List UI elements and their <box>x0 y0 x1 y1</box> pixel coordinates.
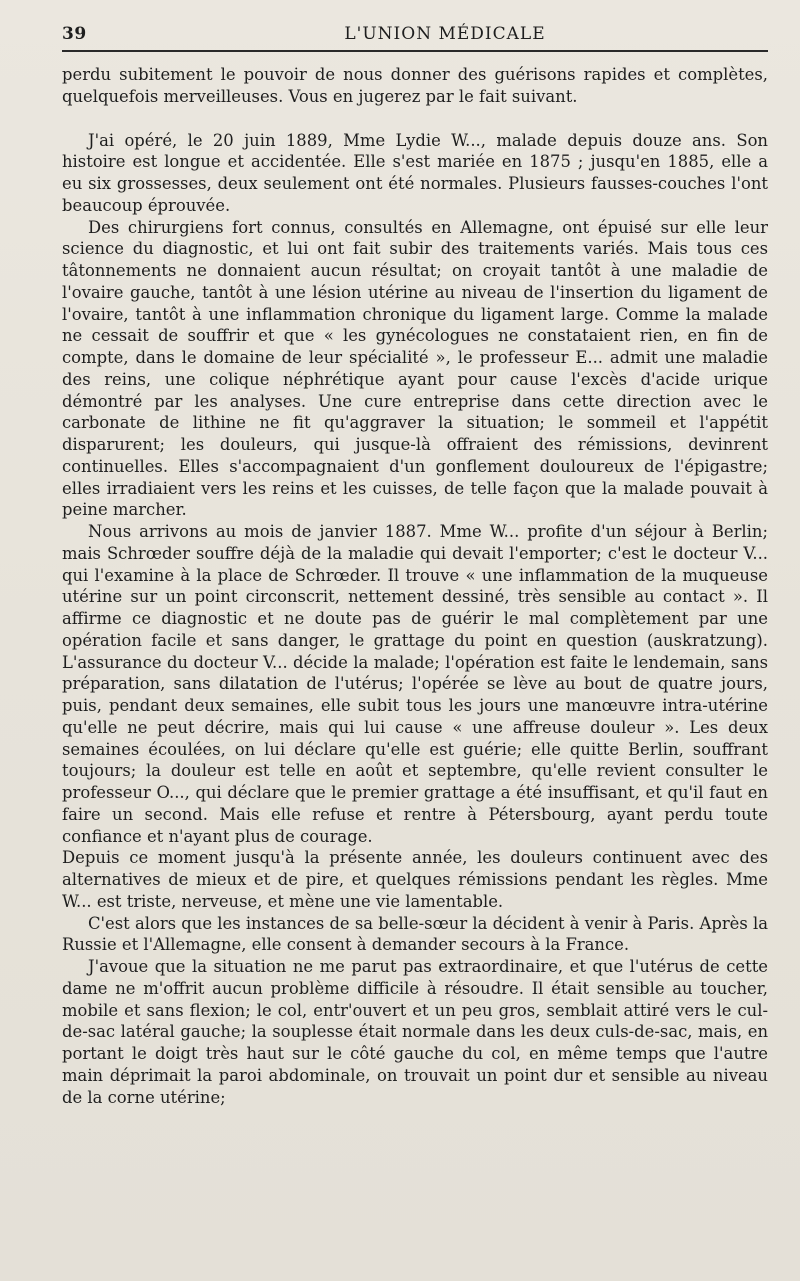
paragraph: J'ai opéré, le 20 juin 1889, Mme Lydie W..., malade depuis douze ans. Son histoire est longue et accidentée. Elle s'est mariée en 1875 ; jusqu'en 1885, elle a eu six grossesses, deux seulement ont été normales. Plusieurs fausses-couches l'ont beaucoup éprouvée. <box>62 130 768 215</box>
paragraph: Des chirurgiens fort connus, consultés en Allemagne, ont épuisé sur elle leur science du diagnostic, et lui ont fait subir des traitements variés. Mais tous ces tâtonnements ne donnaient aucun résultat; on croyait tantôt à une maladie de l'ovaire gauche, tantôt à une lésion utérine au niveau de l'insertion du ligament de l'ovaire, tantôt à une inflammation chronique du ligament large. Comme la malade ne cessait de souffrir et que « les gynécologues ne constataient rien, en fin de compte, dans le domaine de leur spécialité », le professeur E... admit une maladie des reins, une colique néphrétique ayant pour cause l'excès d'acide urique démontré par les analyses. Une cure entreprise dans cette direction avec le carbonate de lithine ne fit qu'aggraver la situation; le sommeil et l'appétit disparurent; les douleurs, qui jusque-là offraient des rémissions, devinrent continuelles. Elles s'accompagnaient d'un gonflement douloureux de l'épigastre; elles irradiaient vers les reins et les cuisses, de telle façon que la malade pouvait à peine marcher. <box>62 217 768 520</box>
running-title: L'UNION MÉDICALE <box>344 24 546 44</box>
article-body <box>62 64 768 1108</box>
paragraph: Nous arrivons au mois de janvier 1887. Mme W... profite d'un séjour à Berlin; mais Schrœder souffre déjà de la maladie qui devait l'emporter; c'est le docteur V... qui l'examine à la place de Schrœder. Il trouve « une inflammation de la muqueuse utérine sur un point circonscrit, nettement dessiné, très sensible au contact ». Il affirme ce diagnostic et ne doute pas de guérir le mal complètement par une opération facile et sans danger, le grattage du point en question (auskratzung). L'assurance du docteur V... décide la malade; l'opération est faite le lendemain, sans préparation, sans dilatation de l'utérus; l'opérée se lève au bout de quatre jours, puis, pendant deux semaines, elle subit tous les jours une manœuvre intra-utérine qu'elle ne peut décrire, mais qui lui cause « une affreuse douleur ». Les deux semaines écoulées, on lui déclare qu'elle est guérie; elle quitte Berlin, souffrant toujours; la douleur est telle en août et septembre, qu'elle revient consulter le professeur O..., qui déclare que le premier grattage a été insuffisant, et qu'il faut en faire un second. Mais elle refuse et rentre à Pétersbourg, ayant perdu toute confiance et n'ayant plus de courage. <box>62 522 768 846</box>
page-number: 39 <box>62 24 87 44</box>
page-header <box>62 20 768 52</box>
paragraph: Depuis ce moment jusqu'à la présente année, les douleurs continuent avec des alternatives de mieux et de pire, et quelques rémissions pendant les règles. Mme W... est triste, nerveuse, et mène une vie lamentable. <box>62 848 768 911</box>
paragraph: J'avoue que la situation ne me parut pas extraordinaire, et que l'utérus de cette dame ne m'offrit aucun problème difficile à résoudre. Il était sensible au toucher, mobile et sans flexion; le col, entr'ouvert et un peu gros, semblait attiré vers le cul-de-sac latéral gauche; la souplesse était normale dans les deux culs-de-sac, mais, en portant le doigt très haut sur le côté gauche du col, en même temps que l'autre main déprimait la paroi abdominale, on trouvait un point dur et sensible au niveau de la corne utérine; <box>62 957 768 1107</box>
paragraph: C'est alors que les instances de sa belle-sœur la décident à venir à Paris. Après la Russie et l'Allemagne, elle consent à demander secours à la France. <box>62 913 768 955</box>
paragraph: perdu subitement le pouvoir de nous donner des guérisons rapides et complètes, quelquefois merveilleuses. Vous en jugerez par le fait suivant. <box>62 65 768 106</box>
